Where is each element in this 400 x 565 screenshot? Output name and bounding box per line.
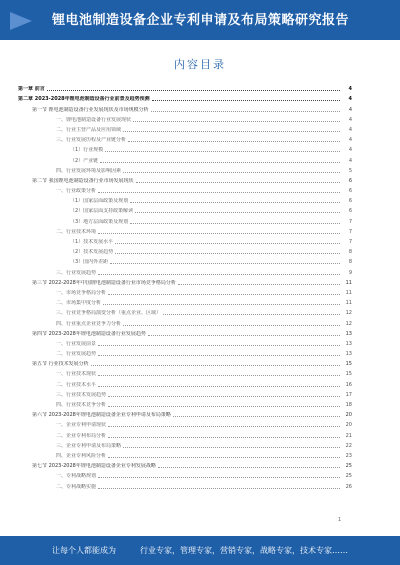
page-number: 1 [338, 517, 342, 523]
header-banner [0, 0, 400, 40]
toc-entry-page: 20 [345, 412, 352, 419]
toc-leader-dots [128, 141, 340, 142]
toc-entry-page: 13 [345, 330, 352, 337]
toc-entry-title: 二、行业技术水平 [56, 381, 97, 388]
toc-entry-page: 23 [345, 452, 352, 459]
toc-leader-dots [123, 172, 340, 173]
toc-entry[interactable] [18, 439, 352, 449]
toc-entry[interactable] [18, 92, 352, 102]
toc-entry-title: 四、行业重点企业竞争力分析 [56, 320, 122, 327]
toc-leader-dots [108, 457, 340, 458]
toc-entry[interactable] [18, 459, 352, 469]
toc-entry-title: 三、行业发展趋势 [56, 269, 97, 276]
toc-leader-dots [123, 131, 340, 132]
toc-leader-dots [133, 121, 340, 122]
toc-leader-dots [98, 355, 340, 356]
toc-entry-title: 二、企业专利布局分析 [56, 432, 107, 439]
toc-entry[interactable] [18, 286, 352, 296]
toc-leader-dots [163, 314, 340, 315]
toc-entry-page: 8 [348, 259, 352, 266]
toc-entry-title: 一、市场竞争格局分析 [56, 289, 107, 296]
toc-entry[interactable] [18, 225, 352, 235]
toc-entry[interactable] [18, 194, 352, 204]
toc-leader-dots [47, 90, 340, 91]
toc-entry[interactable] [18, 204, 352, 214]
toc-entry-title: 三、企业专利申请及布局策略 [56, 442, 122, 449]
toc-entry-page: 13 [345, 340, 352, 347]
toc-entry[interactable] [18, 377, 352, 387]
toc-entry[interactable] [18, 449, 352, 459]
toc-entry[interactable] [18, 265, 352, 275]
toc-entry-title: 第三节 2022-2028年中国锂电池制造设备行业市场竞争格局分析 [32, 279, 176, 286]
toc-leader-dots [98, 386, 340, 387]
toc-entry-page: 12 [345, 310, 352, 317]
toc-leader-dots [136, 182, 340, 183]
toc-leader-dots [110, 263, 340, 264]
toc-entry-page: 7 [348, 218, 352, 225]
toc-leader-dots [98, 274, 340, 275]
toc-leader-dots [123, 447, 340, 448]
toc-entry-title: 第一章 前言 [18, 86, 45, 93]
toc-entry-title: 一、行业政策分析 [56, 188, 97, 195]
toc-entry[interactable] [18, 479, 352, 489]
toc-entry[interactable] [18, 347, 352, 357]
toc-entry-title: （1）国家层面政策及规划 [70, 198, 129, 205]
toc-leader-dots [152, 100, 340, 101]
toc-entry-title: 二、行业技术环境 [56, 228, 97, 235]
table-of-contents [18, 82, 352, 490]
toc-leader-dots [115, 253, 340, 254]
toc-entry[interactable] [18, 367, 352, 377]
toc-leader-dots [103, 304, 340, 305]
toc-entry[interactable] [18, 428, 352, 438]
toc-entry-title: 第二章 2023-2028年锂电池制造设备行业前景及趋势预测 [18, 96, 150, 103]
toc-entry-page: 25 [345, 463, 352, 470]
toc-entry-title: （2）产业链 [70, 157, 99, 164]
toc-entry-page: 11 [345, 300, 352, 307]
toc-entry-title: 四、行业技术竞争分析 [56, 402, 107, 408]
toc-leader-dots [100, 162, 340, 163]
toc-entry-page: 7 [348, 228, 352, 235]
toc-entry-title: 第二节 我国锂电池制造设备行业市场发展现状 [32, 177, 134, 184]
toc-entry-page: 4 [348, 147, 352, 154]
toc-entry-title: 三、行业发展历程及产业链分析 [56, 137, 127, 144]
toc-leader-dots [178, 284, 340, 285]
toc-entry-page: 6 [348, 198, 352, 205]
toc-entry[interactable] [18, 174, 352, 184]
toc-leader-dots [108, 426, 340, 427]
toc-entry-title: 二、专利战略实施 [56, 483, 97, 490]
toc-entry-page: 13 [345, 351, 352, 358]
toc-leader-dots [173, 416, 340, 417]
toc-entry-page: 21 [345, 432, 352, 439]
toc-entry[interactable] [18, 143, 352, 153]
toc-entry-page: 15 [345, 371, 352, 378]
toc-entry-title: 三、行业竞争格局演变分析（重点企业、区域） [56, 310, 162, 317]
toc-leader-dots [98, 488, 340, 489]
toc-leader-dots [151, 111, 340, 112]
toc-entry[interactable] [18, 337, 352, 347]
toc-entry-page: 25 [345, 473, 352, 480]
toc-leader-dots [123, 325, 340, 326]
toc-entry[interactable] [18, 102, 352, 112]
toc-entry-page: 12 [345, 320, 352, 327]
toc-leader-dots [115, 243, 340, 244]
toc-entry-page: 4 [348, 157, 352, 164]
toc-entry[interactable] [18, 306, 352, 316]
toc-entry-title: 三、行业技术发展趋势 [56, 391, 107, 398]
toc-leader-dots [98, 477, 340, 478]
toc-leader-dots [108, 406, 340, 407]
toc-leader-dots [98, 345, 340, 346]
toc-entry-title: （3）国内外差距 [70, 259, 109, 266]
toc-entry-page: 16 [345, 381, 352, 388]
toc-entry[interactable] [18, 235, 352, 245]
toc-entry-page: 11 [345, 279, 352, 286]
toc-leader-dots [135, 212, 340, 213]
toc-entry[interactable] [18, 327, 352, 337]
toc-entry-page: 4 [348, 96, 352, 103]
toc-entry-title: （1）技术发展水平 [70, 239, 114, 245]
toc-entry[interactable] [18, 388, 352, 398]
footer-slogan: 让每个人都能成为 [52, 546, 116, 555]
toc-leader-dots [98, 192, 340, 193]
toc-entry[interactable] [18, 418, 352, 428]
toc-entry[interactable] [18, 113, 352, 123]
toc-entry-page: 20 [345, 422, 352, 429]
toc-entry-title: （2）国家层面支持政策解读 [70, 208, 134, 215]
toc-leader-dots [98, 233, 340, 234]
toc-entry-title: 第六节 2023-2028年锂电池制造设备企业专利申请及布局策略 [32, 412, 171, 419]
toc-entry-title: 一、行业技术现状 [56, 371, 97, 378]
toc-entry-page: 22 [345, 442, 352, 449]
toc-entry-title: 二、市场集中度分析 [56, 300, 102, 307]
toc-entry-title: 一、专利战略规划 [56, 473, 97, 480]
toc-entry-page: 17 [345, 391, 352, 398]
toc-entry-page: 4 [348, 86, 352, 93]
toc-entry-page: 5 [348, 167, 352, 174]
toc-entry[interactable] [18, 245, 352, 255]
toc-entry[interactable] [18, 469, 352, 479]
toc-entry[interactable] [18, 153, 352, 163]
toc-entry-title: 第七节 2023-2028年锂电池制造设备企业专利发展战略 [32, 463, 156, 470]
toc-leader-dots [105, 151, 340, 152]
toc-entry-title: 四、行业发展环境及影响因素 [56, 167, 122, 174]
toc-entry-page: 4 [348, 116, 352, 123]
toc-entry[interactable] [18, 133, 352, 143]
toc-entry[interactable] [18, 398, 352, 408]
toc-entry-title: 一、企业专利申请现状 [56, 422, 107, 429]
toc-leader-dots [108, 437, 340, 438]
toc-entry[interactable] [18, 357, 352, 367]
toc-entry-page: 8 [348, 249, 352, 256]
toc-entry-page: 6 [348, 188, 352, 195]
toc-entry-page: 6 [348, 208, 352, 215]
toc-leader-dots [158, 467, 340, 468]
toc-entry-title: 第一节 锂电池制造设备行业发展现状及市场规模分析 [32, 106, 149, 113]
banner-arrow-icon [10, 12, 32, 30]
footer-tagline: 行业专家，管理专家，营销专家，战略专家，技术专家…… [140, 546, 348, 555]
toc-entry-title: 第五节 行业技术发展分析 [32, 361, 89, 368]
toc-entry-page: 4 [348, 106, 352, 113]
toc-entry-page: 11 [345, 289, 352, 296]
toc-entry[interactable] [18, 276, 352, 286]
toc-leader-dots [130, 223, 340, 224]
toc-entry-title: （1）行业规模 [70, 147, 104, 154]
report-title: 锂电池制造设备企业专利申请及布局策略研究报告 [52, 13, 350, 28]
toc-entry-title: 四、企业专利风险分析 [56, 452, 107, 459]
toc-entry[interactable] [18, 82, 352, 92]
toc-entry-title: 二、行业主营产品及应用领域 [56, 126, 122, 133]
toc-entry-page: 15 [345, 361, 352, 368]
toc-entry[interactable] [18, 164, 352, 174]
toc-entry[interactable] [18, 123, 352, 133]
footer-banner [0, 536, 400, 565]
toc-entry-page: 18 [345, 402, 352, 408]
toc-leader-dots [91, 365, 340, 366]
toc-entry[interactable] [18, 214, 352, 224]
toc-leader-dots [108, 396, 340, 397]
toc-entry[interactable] [18, 296, 352, 306]
toc-entry-title: 第四节 2023-2028年锂电池制造设备行业发展趋势 [32, 330, 146, 337]
toc-entry-title: （3）地方层面政策及规划 [70, 218, 129, 225]
toc-entry-page: 7 [348, 239, 352, 245]
toc-leader-dots [130, 202, 340, 203]
toc-entry-title: 二、行业发展趋势 [56, 351, 97, 358]
toc-entry[interactable] [18, 255, 352, 265]
toc-leader-dots [98, 375, 340, 376]
toc-leader-dots [108, 294, 340, 295]
toc-entry-page: 26 [345, 483, 352, 490]
toc-entry-title: 一、行业发展前景 [56, 340, 97, 347]
toc-entry-page: 9 [348, 269, 352, 276]
toc-entry[interactable] [18, 184, 352, 194]
toc-entry-title: 一、锂电池制造设备行业发展现状 [56, 116, 132, 123]
toc-entry-page: 6 [348, 177, 352, 184]
toc-leader-dots [148, 335, 340, 336]
toc-entry[interactable] [18, 316, 352, 326]
toc-entry-page: 4 [348, 137, 352, 144]
toc-entry-title: （2）技术发展趋势 [70, 249, 114, 256]
toc-entry[interactable] [18, 408, 352, 418]
toc-entry-page: 4 [348, 126, 352, 133]
toc-heading: 内容目录 [174, 58, 226, 71]
